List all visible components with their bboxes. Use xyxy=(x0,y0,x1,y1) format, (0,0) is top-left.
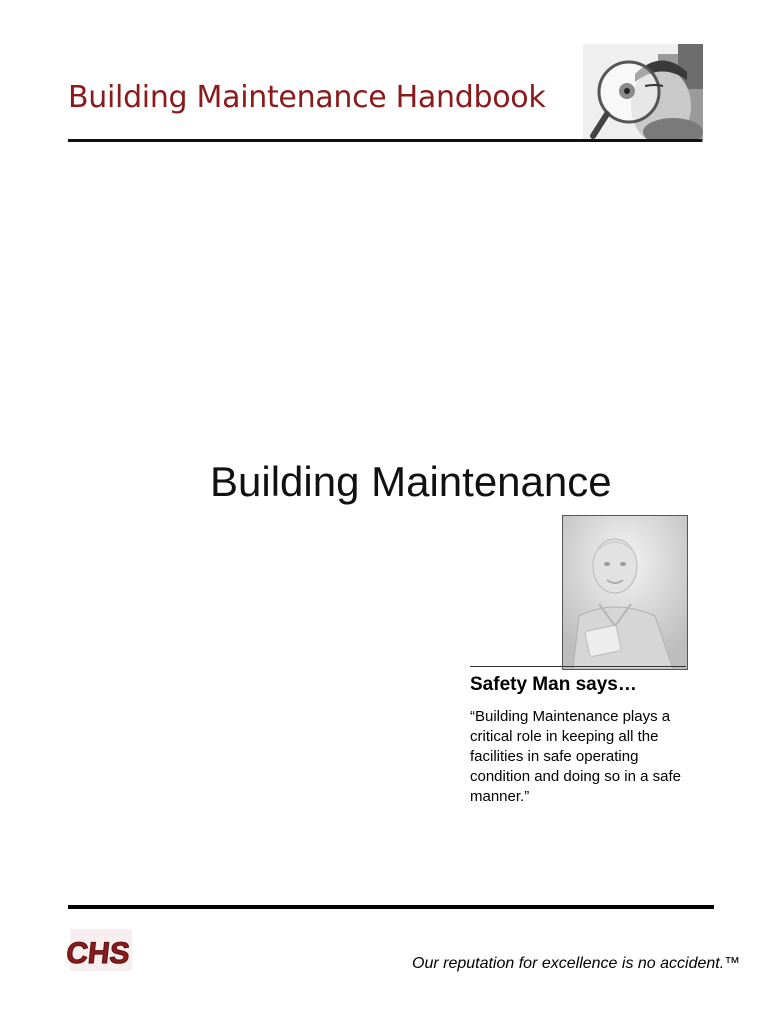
quote-divider xyxy=(470,666,686,667)
footer-divider xyxy=(68,905,714,909)
quote-line: “Building Maintenance plays a xyxy=(470,708,671,725)
chs-logo xyxy=(66,925,136,975)
document-title: Building Maintenance xyxy=(210,458,612,505)
logo-text: CHS xyxy=(66,937,132,970)
magnifier-photo-icon xyxy=(583,44,703,142)
quote-line: critical role in keeping all the xyxy=(470,728,659,745)
header-divider xyxy=(68,139,702,142)
quote-line: facilities in safe operating xyxy=(470,748,639,765)
safety-man-heading: Safety Man says… xyxy=(470,674,637,695)
chs-logo-icon xyxy=(66,925,136,975)
safety-man-portrait xyxy=(562,515,688,670)
handbook-title: Building Maintenance Handbook xyxy=(68,80,546,115)
company-tagline: Our reputation for excellence is no accident.™ xyxy=(412,955,741,972)
safety-man-portrait-icon xyxy=(563,516,687,669)
inspector-magnifier-image xyxy=(583,44,703,142)
quote-line: manner.” xyxy=(470,788,530,805)
quote-line: condition and doing so in a safe xyxy=(470,768,681,785)
safety-man-quote xyxy=(470,707,690,807)
